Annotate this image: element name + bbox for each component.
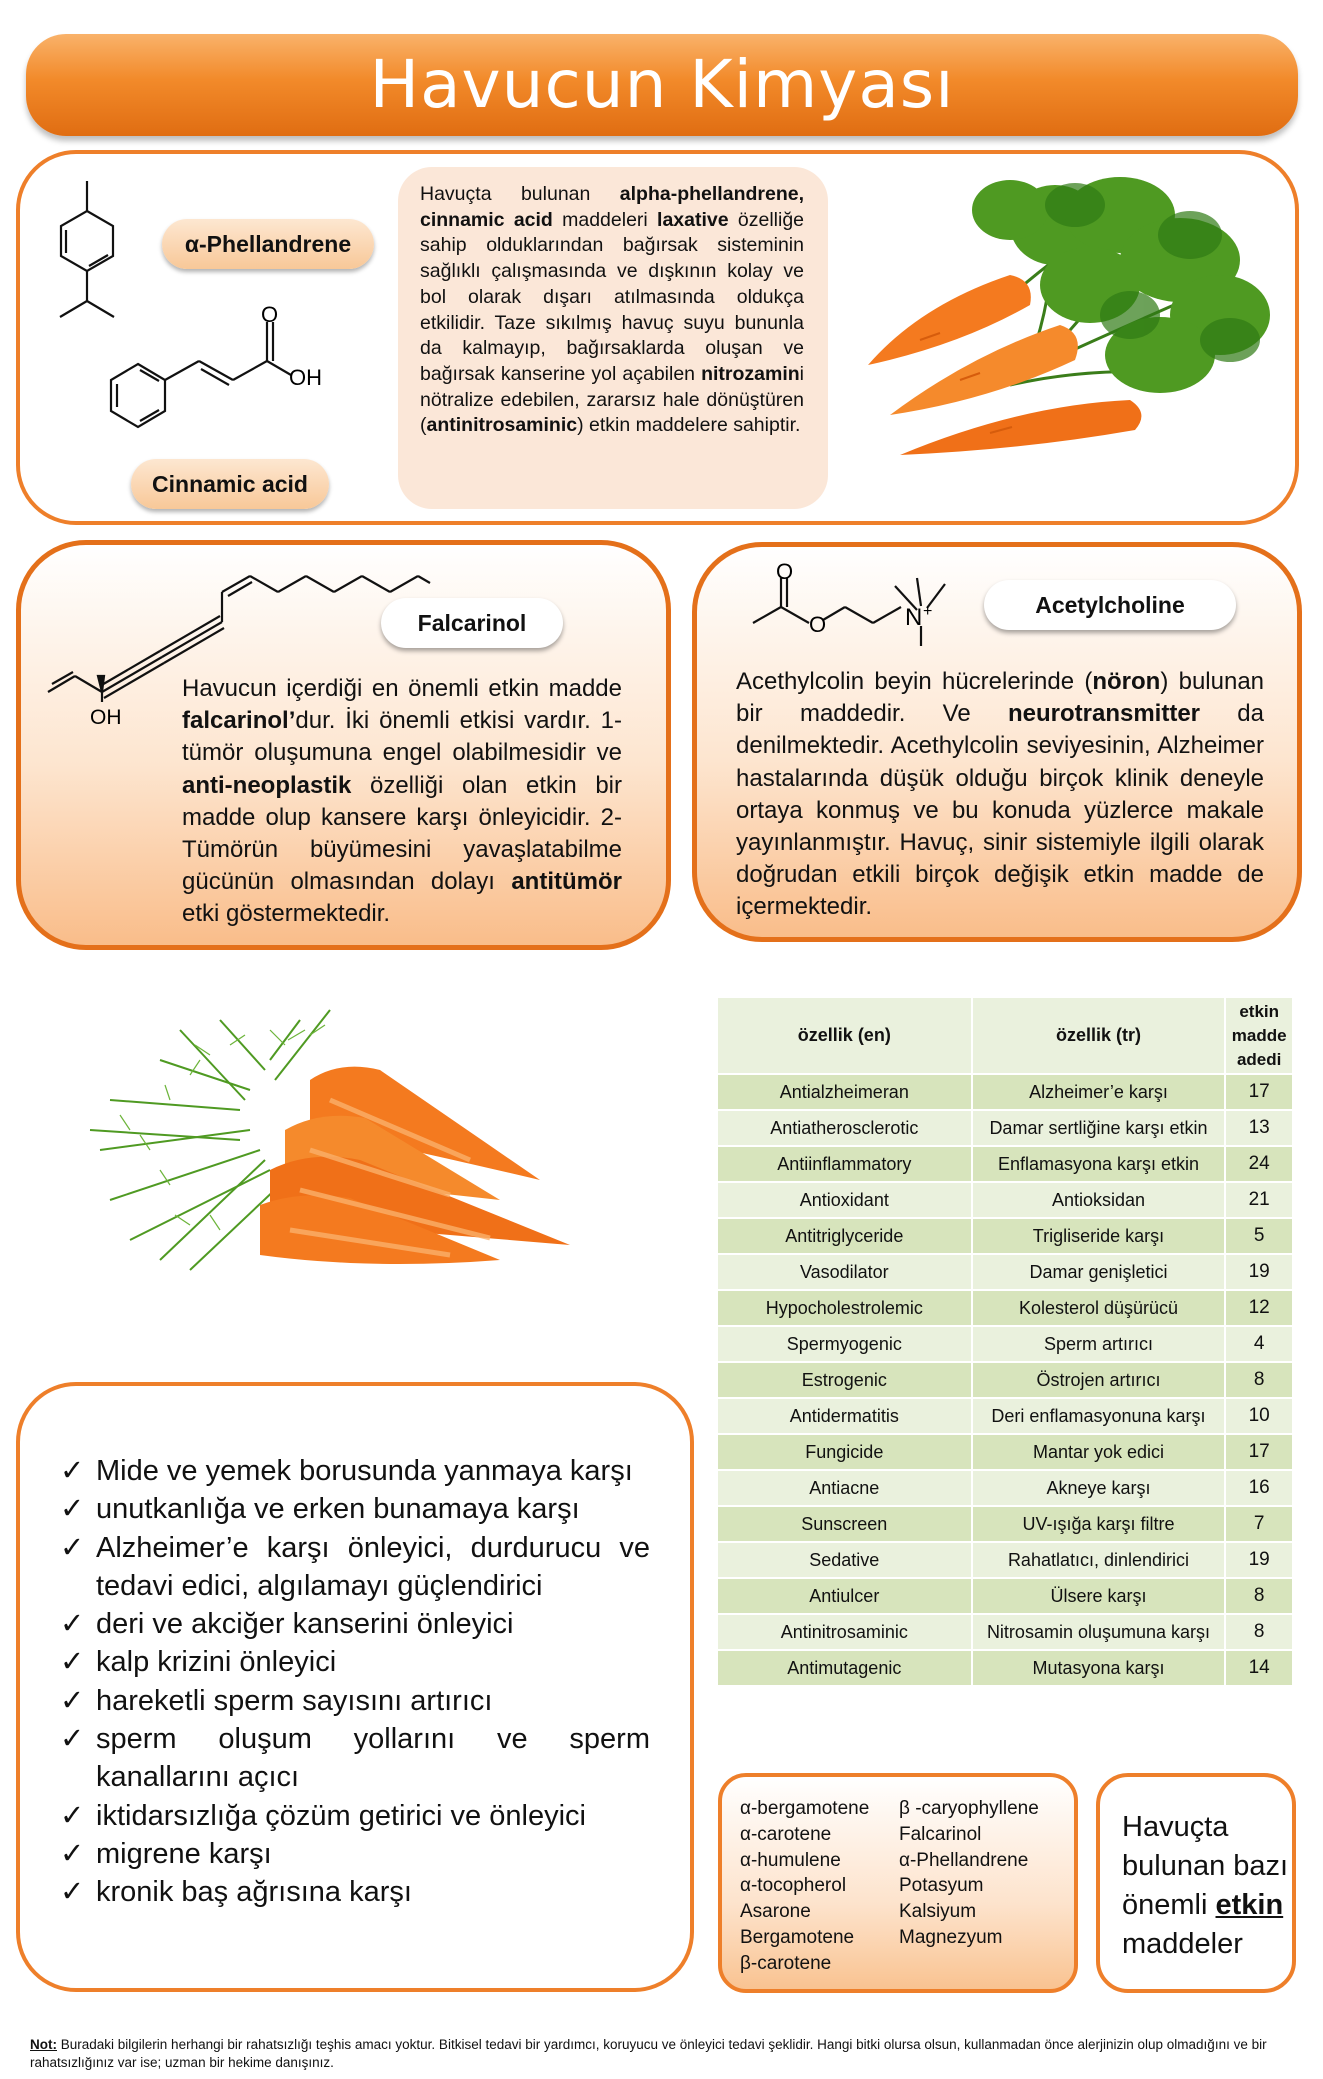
pill-phellandrene: α-Phellandrene — [162, 219, 374, 269]
table-row: Antiinflammatory Enflamasyona karşı etkin 24 — [717, 1146, 1293, 1182]
list-item: ✓ kronik baş ağrısına karşı — [60, 1873, 650, 1911]
list-item: Magnezyum — [899, 1926, 1003, 1948]
table-row: Antialzheimeran Alzheimer’e karşı 17 — [717, 1074, 1293, 1110]
cinnamic-acid-structure — [95, 300, 335, 445]
list-item: α-bergamotene — [740, 1798, 870, 1819]
table-row: Sedative Rahatlatıcı, dinlendirici 19 — [717, 1542, 1293, 1578]
check-icon: ✓ — [60, 1531, 85, 1564]
table-row: Antidermatitis Deri enflamasyonuna karşı 10 — [717, 1398, 1293, 1434]
table-row: Antimutagenic Mutasyona karşı 14 — [717, 1650, 1293, 1686]
carrot-image-bottom — [70, 1000, 590, 1290]
pill-acetylcholine: Acetylcholine — [984, 580, 1236, 630]
table-row: Antiatherosclerotic Damar sertliğine karşı etkin 13 — [717, 1110, 1293, 1146]
list-item: ✓ migrene karşı — [60, 1835, 650, 1873]
carrot-image-top — [860, 165, 1280, 465]
list-item: Potasyum — [899, 1875, 984, 1897]
acetylcholine-n-label: N — [905, 604, 923, 631]
check-icon: ✓ — [60, 1646, 85, 1679]
list-item: α-Phellandrene — [899, 1849, 1029, 1871]
header-property-en: özellik (en) — [717, 997, 972, 1074]
table-row: Antinitrosaminic Nitrosamin oluşumuna karşı 8 — [717, 1614, 1293, 1650]
list-item: Kalsiyum — [899, 1901, 977, 1923]
table-header-row — [717, 997, 1293, 1074]
table-row: Vasodilator Damar genişletici 19 — [717, 1254, 1293, 1290]
check-icon: ✓ — [60, 1455, 85, 1487]
header-count: etkin madde adedi — [1225, 997, 1293, 1074]
laxative-paragraph: Havuçta bulunan alpha-phellandrene, cinnamic acid maddeleri laxative özelliğe sahip olduklarından bağırsak sisteminin sağlıklı çalışmasında ve dışkının kolay ve bol olarak dışarı atılmasında oldukça etkilidir. Taze sıkılmış havuç suyu bununla da kalmayıp, bağırsaklarda oluşan ve bağırsak kanserine yol açabilen nitrozamini nötralize edebilen, zararsız hale dönüştüren (antinitrosaminic) etkin maddelere sahiptir. — [420, 183, 805, 437]
list-item: β -caryophyllene — [899, 1798, 1039, 1819]
table-row: Estrogenic Östrojen artırıcı 8 — [717, 1362, 1293, 1398]
acetylcholine-o-ester: O — [809, 612, 827, 637]
cinnamic-o-label: O — [261, 302, 279, 327]
list-item: ✓ deri ve akciğer kanserini önleyici — [60, 1605, 650, 1643]
properties-table — [716, 996, 1294, 1687]
cinnamic-oh-label: OH — [289, 365, 322, 390]
table-row: Antiulcer Ülsere karşı 8 — [717, 1578, 1293, 1614]
page-title: Havucun Kimyası — [369, 46, 955, 123]
table-row: Antitriglyceride Trigliseride karşı 5 — [717, 1218, 1293, 1254]
acetylcholine-paragraph: Acethylcolin beyin hücrelerinde (nöron) bulunan bir maddedir. Ve neurotransmitter da denilmektedir. Acethylcolin seviyesinin, Alzheimer hastalarında düşük olduğu birçok klinik deneyle ortaya konmuş ve bu konuda yüzlerce makale yayınlanmıştır. Havuç, sinir sistemiyle ilgili olarak doğrudan etkili birçok değişik etkin madde de içermektedir. — [736, 668, 1265, 921]
table-row: Antioxidant Antioksidan 21 — [717, 1182, 1293, 1218]
acetylcholine-structure — [745, 558, 965, 658]
table-row: Sunscreen UV-ışığa karşı filtre 7 — [717, 1506, 1293, 1542]
check-icon: ✓ — [60, 1684, 85, 1717]
falcarinol-oh-label: OH — [90, 706, 122, 729]
disclaimer-note: Not: Buradaki bilgilerin herhangi bir rahatsızlığı teşhis amacı yoktur. Bitkisel tedavi bir yardımcı, koruyucu ve önleyici tedavi şeklidir. Hangi bitki olursa olsun, kullanmadan önce alerjinizin olup olmadığını ve bir rahatsızlığınız var ise; uzman bir hekime danışınız. — [30, 2037, 1267, 2070]
table-row: Hypocholestrolemic Kolesterol düşürücü 12 — [717, 1290, 1293, 1326]
list-item: ✓ sperm oluşum yollarını ve sperm kanallarını açıcı — [60, 1720, 650, 1797]
pill-cinnamic-acid: Cinnamic acid — [131, 459, 329, 509]
list-item: Asarone — [740, 1901, 811, 1923]
header-property-tr: özellik (tr) — [972, 997, 1226, 1074]
list-item: Falcarinol — [899, 1823, 982, 1845]
list-item: ✓ iktidarsızlığa çözüm getirici ve önleyici — [60, 1797, 650, 1835]
list-item: Bergamotene — [740, 1926, 855, 1948]
table-row: Spermyogenic Sperm artırıcı 4 — [717, 1326, 1293, 1362]
pill-falcarinol: Falcarinol — [381, 598, 563, 648]
check-icon: ✓ — [60, 1799, 85, 1832]
check-icon: ✓ — [60, 1723, 85, 1756]
list-item: ✓ kalp krizini önleyici — [60, 1643, 650, 1681]
list-item: α-carotene — [740, 1823, 832, 1845]
check-icon: ✓ — [60, 1608, 85, 1641]
caption-text: Havuçta bulunan bazı önemli etkin maddeler — [1122, 1811, 1289, 1960]
acetylcholine-plus: + — [923, 603, 933, 620]
table-row: Antiacne Akneye karşı 16 — [717, 1470, 1293, 1506]
table-row: Fungicide Mantar yok edici 17 — [717, 1434, 1293, 1470]
substances-col-2 — [899, 1796, 1074, 1951]
list-item: ✓ unutkanlığa ve erken bunamaya karşı — [60, 1490, 650, 1528]
falcarinol-paragraph: Havucun içerdiği en önemli etkin madde falcarinol’dur. İki önemli etkisi vardır. 1- tümör oluşumuna engel olabilmesidir ve anti-neoplastik özelliği olan etkin bir madde olup kansere karşı önleyicidir. 2- Tümörün büyümesini yavaşlatabilme gücünün olmasından dolayı antitümör etki göstermektedir. — [182, 675, 622, 928]
list-item: ✓ hareketli sperm sayısını artırıcı — [60, 1682, 650, 1720]
substances-col-1 — [740, 1796, 900, 1977]
check-icon: ✓ — [60, 1493, 85, 1526]
list-item: ✓ Alzheimer’e karşı önleyici, durdurucu ve tedavi edici, algılamayı güçlendirici — [60, 1529, 650, 1606]
acetylcholine-o-top: O — [776, 559, 794, 584]
list-item: α-humulene — [740, 1849, 841, 1871]
check-icon: ✓ — [60, 1837, 85, 1870]
list-item: α-tocopherol — [740, 1875, 847, 1897]
list-item: ✓ Mide ve yemek borusunda yanmaya karşı — [60, 1452, 650, 1490]
list-item: β-carotene — [740, 1952, 832, 1974]
benefits-list — [60, 1452, 650, 1912]
check-icon: ✓ — [60, 1876, 85, 1909]
